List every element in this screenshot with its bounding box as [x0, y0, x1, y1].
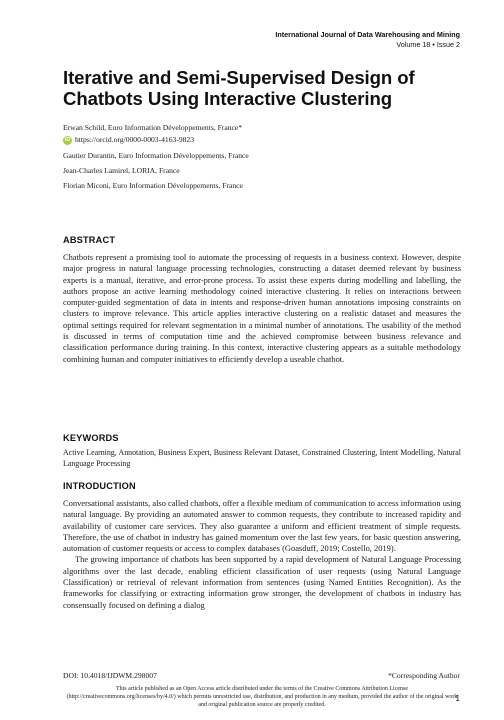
- introduction-section: [63, 481, 461, 611]
- keywords-section: [63, 433, 461, 469]
- journal-name: International Journal of Data Warehousing and Mining: [275, 30, 460, 39]
- keywords-heading: KEYWORDS: [63, 433, 119, 443]
- doi: DOI: 10.4018/IJDWM.298007: [63, 671, 157, 680]
- license-notice: This article published as an Open Access article distributed under the terms of the Creative Commons Attribution License (http://creativecommons.org/licenses/by/4.0/) which permits unrestricted use, distribution, and production in any medium, provided the author of the original work and original publication source are properly credited.: [66, 686, 458, 709]
- author-line: Gautier Durantin, Euro Information Développements, France: [63, 151, 249, 160]
- author-block: [63, 123, 443, 191]
- keywords-text: Active Learning, Annotation, Business Expert, Business Relevant Dataset, Constrained Clustering, Intent Modelling, Natural Language Processing: [63, 448, 461, 468]
- abstract-heading: ABSTRACT: [63, 235, 116, 245]
- author-line: Jean-Charles Lamirel, LORIA, France: [63, 166, 180, 175]
- journal-volume-issue: Volume 18 • Issue 2: [396, 40, 460, 49]
- author-line: Erwan Schild, Euro Information Développements, France*: [63, 123, 243, 132]
- abstract-text: Chatbots represent a promising tool to automate the processing of requests in a business context. However, despite major progress in natural language processing technologies, constructing a dataset deemed relevant by business experts is a manual, iterative, and error-prone process. To assist these experts during modelling and labelling, the authors propose an active learning methodology coined interactive clustering. It relies on interactions between computer-guided segmentation of data in intents and response-driven human annotations imposing constraints on clusters to improve relevance. This article applies interactive clustering on a realistic dataset and measures the optimal settings required for relevant segmentation in a minimal number of annotations. The usability of the method is discussed in terms of computation time and the achieved compromise between business relevance and classification performance during training. In this context, interactive clustering appears as a suitable methodology combining human and computer initiatives to efficiently develop a useable chatbot.: [63, 252, 461, 364]
- journal-header: [275, 30, 460, 50]
- paper-title: Iterative and Semi-Supervised Design of Chatbots Using Interactive Clustering: [63, 67, 415, 109]
- introduction-paragraph: The growing importance of chatbots has been supported by a rapid development of Natural Language Processing algorithms over the last decade, enabling efficient classification of user requests (using Natural Language Classification) or retrieval of relevant information from sentences (using Named Entities Recognition). As the frameworks for classifying or extracting information grow stronger, the development of chatbots in industry has consensually focused on defining a dialog: [63, 554, 461, 610]
- abstract-section: [63, 235, 461, 365]
- author-line: Florian Miconi, Euro Information Développements, France: [63, 181, 243, 190]
- introduction-heading: INTRODUCTION: [63, 481, 136, 491]
- orcid-row: [63, 135, 443, 145]
- introduction-paragraph: Conversational assistants, also called chatbots, offer a flexible medium of communication to access information using natural language. By providing an automated answer to common requests, they contribute to increased rapidity and availability of customer care services. They also guarantee a uniform and efficient treatment of simple requests. Therefore, the use of chatbot in industry has gained momentum over the last few years, for basic question answering, automation of customer requests or access to complex databases (Goasduff, 2019; Costello, 2019).: [63, 498, 461, 554]
- corresponding-author-note: *Corresponding Author: [388, 671, 460, 680]
- orcid-link[interactable]: https://orcid.org/0000-0003-4163-9823: [75, 135, 195, 144]
- orcid-icon: iD: [64, 137, 71, 143]
- page-number: 1: [455, 694, 460, 703]
